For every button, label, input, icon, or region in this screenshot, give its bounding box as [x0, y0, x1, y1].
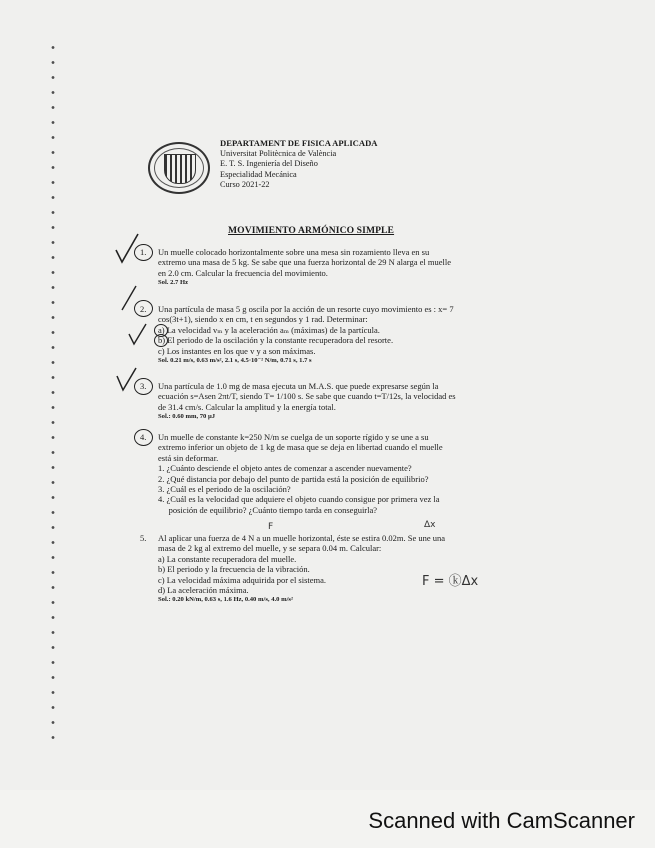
problem-number: 5.: [140, 533, 147, 543]
problem-solution: Sol. 0.21 m/s, 0.63 m/s², 2.1 s, 4.5·10⁻² N/m, 0.71 s, 1.7 s: [158, 357, 312, 365]
problem-number: 3.: [140, 381, 147, 391]
problem-item: d) La aceleración máxima.: [158, 585, 249, 596]
document-title: MOVIMIENTO ARMÓNICO SIMPLE: [228, 225, 395, 236]
problem-line: extremo una masa de 5 kg. Se sabe que una fuerza horizontal de 29 N alarga el muelle: [158, 257, 451, 268]
problem-line: Un muelle colocado horizontalmente sobre una mesa sin rozamiento lleva en su: [158, 247, 430, 257]
problem-line: en 2.0 cm. Calcular la frecuencia del movimiento.: [158, 267, 328, 278]
problem-solution: Sol.: 0.20 kN/m, 0.63 s, 1.6 Hz, 0.40 m/s, 4.0 m/s²: [158, 596, 293, 604]
handwritten-f-note: F: [268, 522, 274, 532]
handwritten-formula: F = ⓚΔx: [422, 574, 479, 589]
department-name: DEPARTAMENT DE FISICA APLICADA: [220, 138, 378, 148]
header-text: [220, 138, 460, 191]
problem-line: cos(3t+1), siendo x en cm, t en segundos y 1 rad. Determinar:: [158, 314, 368, 325]
binder-holes: [50, 40, 56, 740]
problem-line: masa de 2 kg al extremo del muelle, y se separa 0.04 m. Calcular:: [158, 543, 382, 554]
problem-line: está sin deformar.: [158, 452, 219, 463]
problem-line: Un muelle de constante k=250 N/m se cuelga de un soporte rígido y se une a su: [158, 432, 429, 442]
specialty-name: Especialidad Mecánica: [220, 169, 297, 179]
problem-solution: Sol. 2.7 Hz: [158, 279, 189, 287]
university-name: Universitat Politècnica de València: [220, 148, 337, 158]
problem-item: a) La constante recuperadora del muelle.: [158, 553, 297, 564]
problem-number: 1.: [140, 247, 147, 257]
problem-item: posición de equilibrio? ¿Cuánto tiempo tarda en conseguirla?: [158, 504, 378, 515]
problem-5: [140, 533, 498, 605]
camscanner-watermark: Scanned with CamScanner: [368, 808, 635, 833]
checkmark-icon: [114, 366, 140, 394]
university-seal-icon: [148, 142, 210, 194]
problem-item: 3. ¿Cuál es el periodo de la oscilación?: [158, 484, 291, 495]
problem-line: de 31.4 cm/s. Calcular la amplitud y la energía total.: [158, 401, 336, 412]
course-year: Curso 2021-22: [220, 180, 270, 190]
problem-item: 2. ¿Qué distancia por debajo del punto de partida está la posición de equilibrio?: [158, 473, 429, 484]
problem-line: Una partícula de 1.0 mg de masa ejecuta un M.A.S. que puede expresarse según la: [158, 381, 439, 391]
problem-number: 2.: [140, 304, 147, 314]
checkmark-icon: [126, 322, 148, 348]
problem-line: Al aplicar una fuerza de 4 N a un muelle horizontal, éste se estira 0.02m. Se une una: [158, 533, 446, 543]
problem-2: [140, 304, 498, 366]
problem-1: [140, 247, 498, 288]
problem-item: b) El periodo de la oscilación y la constante recuperadora del resorte.: [158, 335, 394, 346]
slash-mark-icon: [118, 284, 142, 312]
problem-item: b) El periodo y la frecuencia de la vibración.: [158, 564, 310, 575]
problem-4: [140, 432, 498, 515]
problem-item: 4. ¿Cuál es la velocidad que adquiere el objeto cuando consigue por primera vez la: [158, 494, 440, 505]
problem-item: 1. ¿Cuánto desciende el objeto antes de comenzar a ascender nuevamente?: [158, 463, 412, 474]
problem-item: c) Los instantes en los que v y a son máximas.: [158, 345, 316, 356]
problem-line: Una partícula de masa 5 g oscila por la acción de un resorte cuyo movimiento es : x= 7: [158, 304, 454, 314]
handwritten-circle: [154, 334, 168, 347]
problem-solution: Sol.: 0.60 mm, 70 µJ: [158, 413, 216, 421]
problem-number: 4.: [140, 432, 147, 442]
problem-3: [140, 381, 498, 422]
checkmark-icon: [112, 232, 142, 266]
problem-item: a) La velocidad vₘ y la aceleración aₘ (máximas) de la partícula.: [158, 324, 380, 335]
problem-line: ecuación s=Asen 2πt/T, siendo T= 1/100 s. Se sabe que cuando t=T/12s, la velocidad es: [158, 391, 456, 402]
handwritten-dx-note: Δx: [424, 520, 436, 530]
problem-item: c) La velocidad máxima adquirida por el sistema.: [158, 574, 327, 585]
handwritten-circle: [134, 429, 153, 446]
problem-line: extremo inferior un objeto de 1 kg de masa que se deja en libertad cuando el muelle: [158, 442, 443, 453]
school-name: E. T. S. Ingeniería del Diseño: [220, 159, 318, 169]
